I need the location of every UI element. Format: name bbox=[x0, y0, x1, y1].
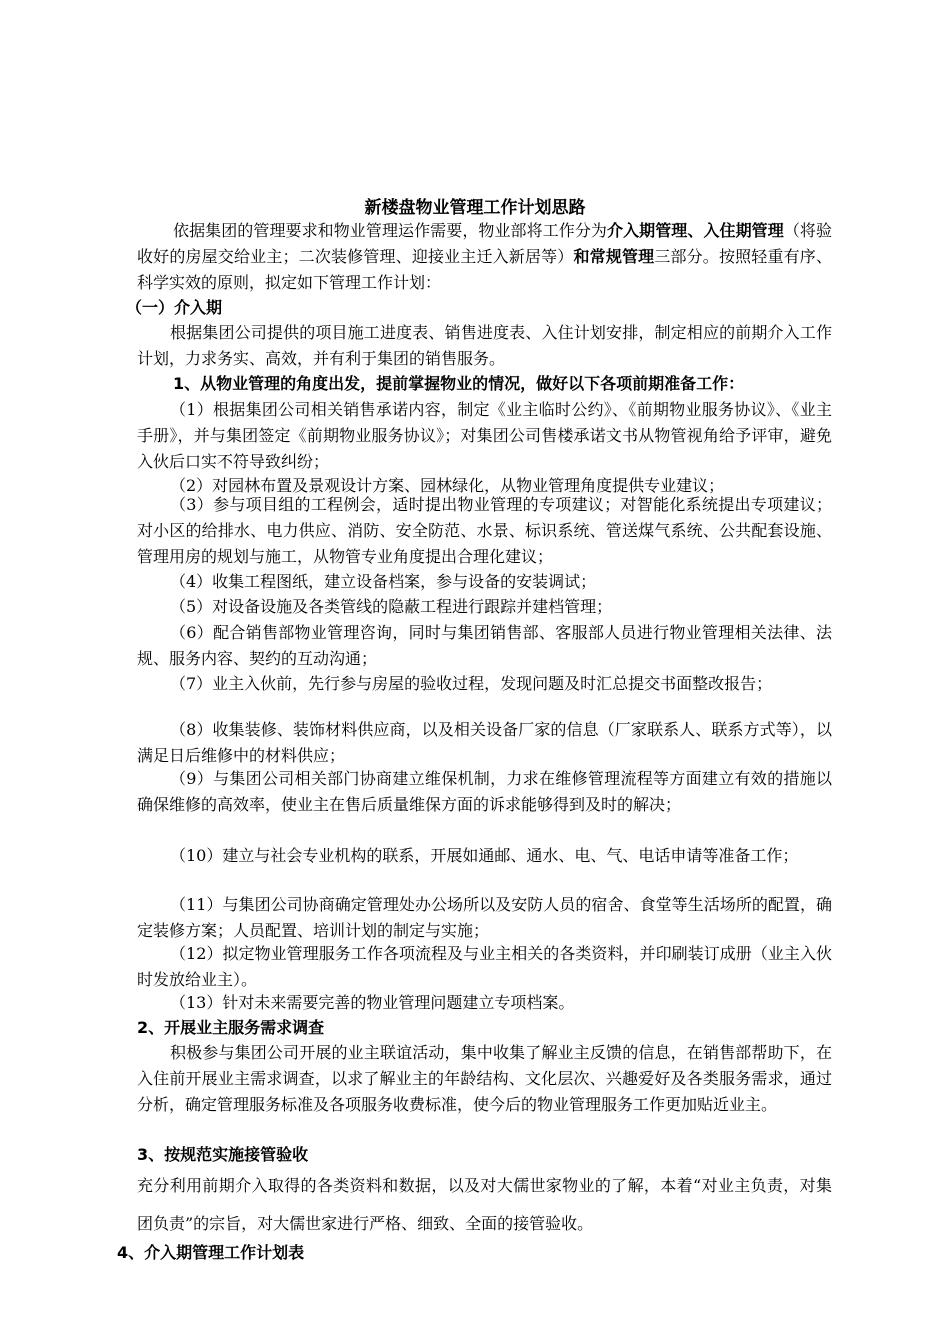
sub3-heading: 3、按规范实施接管验收 bbox=[137, 1145, 309, 1164]
list-item: （2）对园林布置及景观设计方案、园林绿化，从物业管理角度提供专业建议； bbox=[170, 476, 725, 495]
list-item: （11）与集团公司协商确定管理处办公场所以及安防人员的宿舍、食堂等生活场所的配置，确定装修方案；人员配置、培训计划的制定与实施； bbox=[137, 895, 832, 940]
section1-intro: 根据集团公司提供的项目施工进度表、销售进度表、入住计划安排，制定相应的前期介入工作计划，力求务实、高效，并有利于集团的销售服务。 bbox=[137, 323, 832, 368]
list-item: （1）根据集团公司相关销售承诺内容，制定《业主临时公约》、《前期物业服务协议》、《业主手册》，并与集团签定《前期物业服务协议》；对集团公司售楼承诺文书从物管视角给予评审，避免入伙后口实不符导致纠纷； bbox=[137, 400, 832, 471]
list-item: （12）拟定物业管理服务工作各项流程及与业主相关的各类资料，并印刷装订成册（业主入伙时发放给业主）。 bbox=[137, 944, 832, 989]
sub2-text: 积极参与集团公司开展的业主联谊活动，集中收集了解业主反馈的信息，在销售部帮助下，在入住前开展业主需求调查，以求了解业主的年龄结构、文化层次、兴趣爱好及各类服务需求，通过分析，确定管理服务标准及各项服务收费标准，使今后的物业管理服务工作更加贴近业主。 bbox=[137, 1043, 832, 1114]
intro-bold-1: 介入期管理、入住期管理 bbox=[607, 221, 784, 240]
sub2-heading: 2、开展业主服务需求调查 bbox=[137, 1018, 325, 1037]
sub1-heading: 1、从物业管理的角度出发，提前掌握物业的情况，做好以下各项前期准备工作： bbox=[173, 374, 745, 393]
sub4-heading: 4、介入期管理工作计划表 bbox=[117, 1243, 305, 1262]
list-item: （6）配合销售部物业管理咨询，同时与集团销售部、客服部人员进行物业管理相关法律、法规、服务内容、契约的互动沟通； bbox=[137, 623, 832, 668]
section1-heading: （一）介入期 bbox=[126, 298, 223, 317]
list-item: （7）业主入伙前，先行参与房屋的验收过程，发现问题及时汇总提交书面整改报告； bbox=[170, 674, 773, 693]
list-item: （10）建立与社会专业机构的联系，开展如通邮、通水、电、气、电话申请等准备工作； bbox=[170, 846, 799, 865]
list-item: （9）与集团公司相关部门协商建立维保机制，力求在维修管理流程等方面建立有效的措施以确保维修的高效率，使业主在售后质量维保方面的诉求能够得到及时的解决； bbox=[137, 769, 832, 814]
intro-text-1: 依据集团的管理要求和物业管理运作需要，物业部将工作分为 bbox=[173, 221, 607, 240]
list-item: （5）对设备设施及各类管线的隐蔽工程进行跟踪并建档管理； bbox=[170, 597, 613, 616]
list-item: （8）收集装修、装饰材料供应商，以及相关设备厂家的信息（厂家联系人、联系方式等），以满足日后维修中的材料供应； bbox=[137, 720, 832, 765]
sub3-text: 充分利用前期介入取得的各类资料和数据，以及对大儒世家物业的了解，本着“对业主负责，对集团负责”的宗旨，对大儒世家进行严格、细致、全面的接管验收。 bbox=[137, 1176, 832, 1233]
list-item: （13）针对未来需要完善的物业管理问题建立专项档案。 bbox=[170, 993, 575, 1012]
intro-bold-2: 和常规管理 bbox=[573, 246, 655, 266]
intro-text-3: 三部分。按照轻重有序、科学实效的原则，拟定如下管理工作计划： bbox=[137, 246, 832, 292]
intro-paragraph bbox=[137, 218, 832, 295]
list-item: （4）收集工程图纸，建立设备档案，参与设备的安装调试； bbox=[170, 572, 597, 591]
intro-text-2: （将验收好的房屋交给业主；二次装修管理、迎接业主迁入新居等） bbox=[137, 221, 832, 266]
list-item: （3）参与项目组的工程例会，适时提出物业管理的专项建议；对智能化系统提出专项建议；对小区的给排水、电力供应、消防、安全防范、水景、标识系统、管送煤气系统、公共配套设施、管理用房的规划与施工，从物管专业角度提出合理化建议； bbox=[137, 495, 832, 566]
document-title: 新楼盘物业管理工作计划思路 bbox=[364, 198, 586, 218]
